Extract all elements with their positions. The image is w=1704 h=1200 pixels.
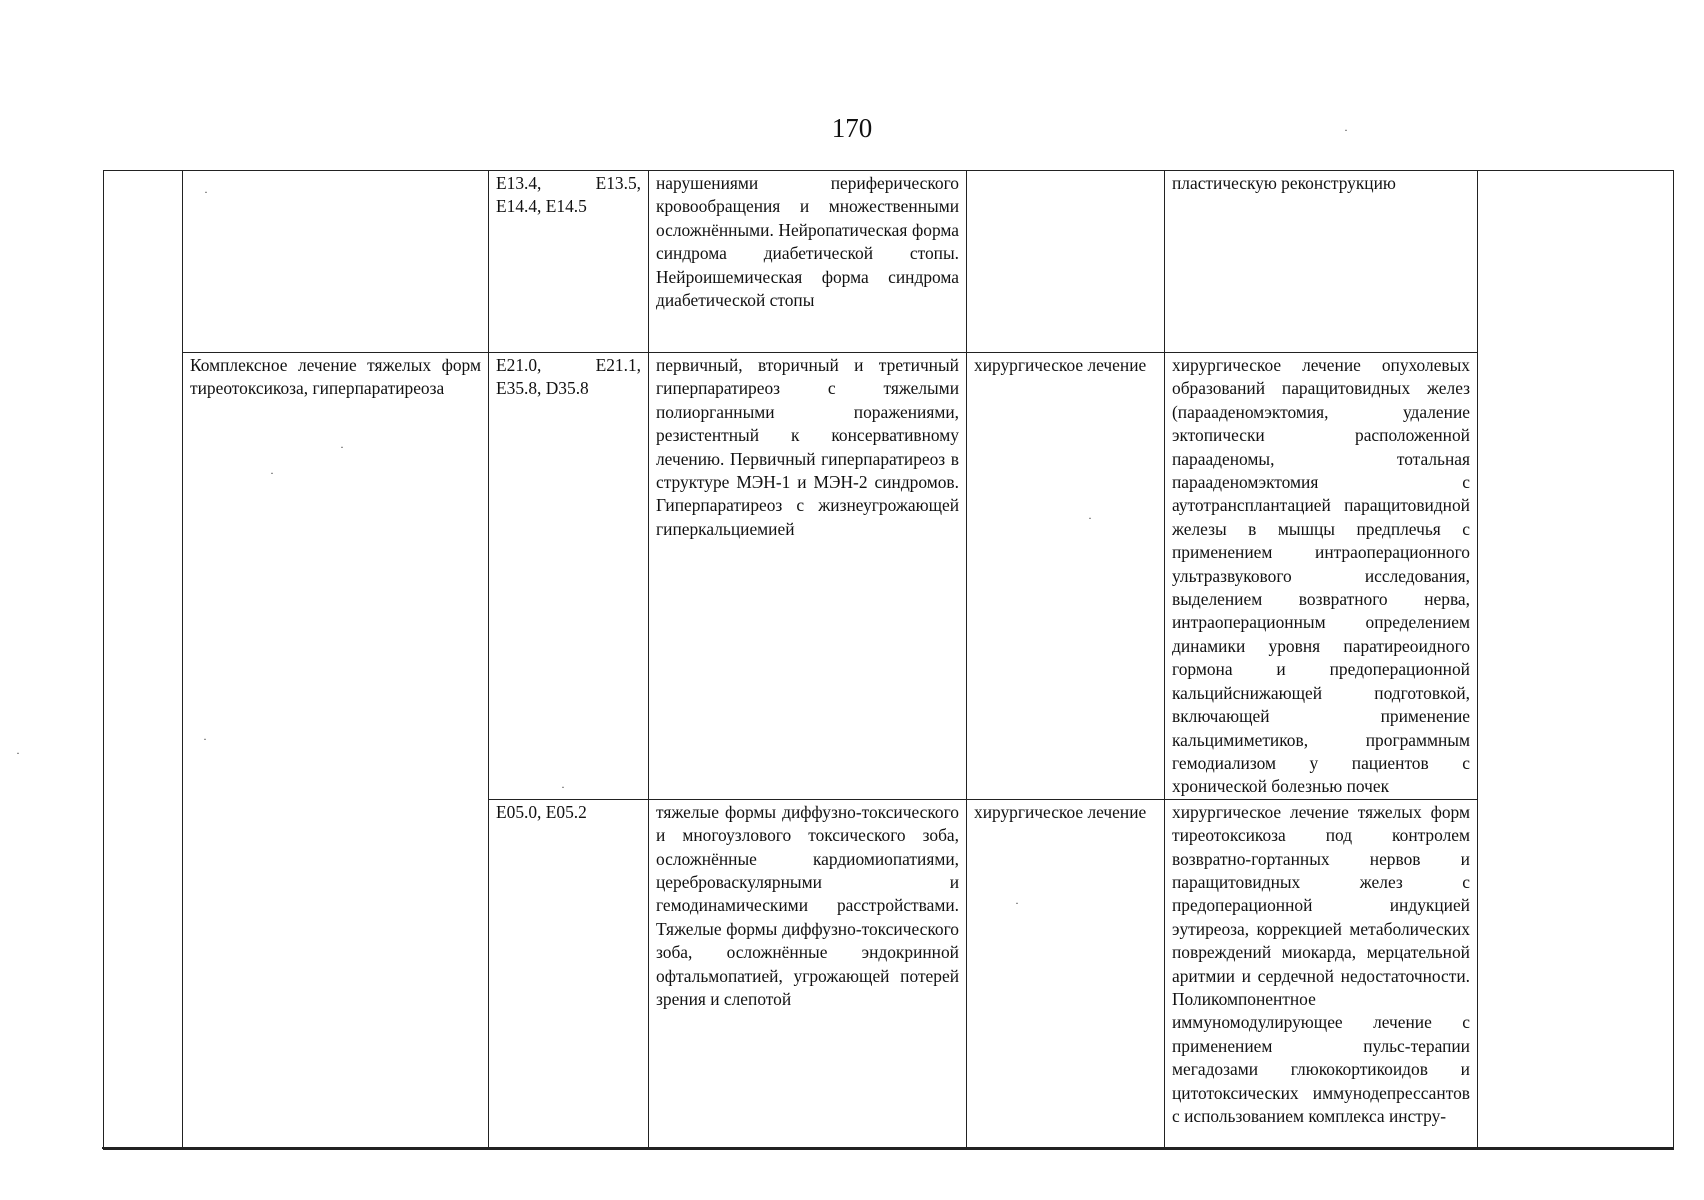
method-cell: хирургическое лечение опухолевых образований паращитовидных желез (парааденомэктомия, удаление эктопически расположенной парааденомы, тотальная парааденомэктомия с аутотрансплантацией паращитовидной железы в мышцы предплечья с применением интраоперационного ультразвукового исследования, выделением возвратного нерва, интраоперационным определением динамики уровня паратиреоидного гормона и предоперационной кальцийснижающей подготовкой, включающей применение кальцимиметиков, программным гемодиализом у пациентов с хронической болезнью почек (1165, 353, 1478, 800)
icd-codes-line (496, 172, 641, 195)
scan-speck: · (561, 780, 565, 794)
treatment-table (103, 170, 1674, 1150)
scan-speck: · (340, 440, 344, 454)
group-cell: Комплексное лечение тяжелых форм тиреотоксикоза, гиперпаратиреоза (183, 353, 489, 1150)
scan-speck: · (1344, 123, 1348, 137)
icd-codes-line: E35.8, D35.8 (496, 378, 589, 399)
group-cell (183, 171, 489, 353)
description-cell: нарушениями периферического кровообращения и множественными осложнёнными. Нейропатическая форма синдрома диабетической стопы. Нейроишемическая форма синдрома диабетической стопы (649, 171, 967, 353)
method-cell: хирургическое лечение тяжелых форм тиреотоксикоза под контролем возвратно-гортанных нервов и паращитовидных желез с предоперационной индукцией эутиреоза, коррекцией метаболических повреждений миокарда, мерцательной аритмии и сердечной недостаточности. Поликомпонентное иммуномодулирующее лечение с применением пульс-терапии мегадозами глюкокортикоидов и цитотоксических иммунодепрессантов с использованием комплекса инстру- (1165, 799, 1478, 1149)
description-cell: тяжелые формы диффузно-токсического и многоузлового токсического зоба, осложнённые кардиомиопатиями, цереброваскулярными и гемодинамическими расстройствами. Тяжелые формы диффузно-токсического зоба, осложнённые эндокринной офтальмопатией, угрожающей потерей зрения и слепотой (649, 799, 967, 1149)
row-number-cell (104, 171, 183, 1150)
icd-codes-line: E14.4, E14.5 (496, 196, 587, 217)
scan-speck: · (1088, 511, 1092, 525)
treatment-type-cell: хирургическое лечение (967, 353, 1165, 800)
icd-codes-cell (489, 353, 649, 800)
scan-speck: · (203, 732, 207, 746)
scan-speck: · (16, 746, 20, 760)
method-cell: пластическую реконструкцию (1165, 171, 1478, 353)
icd-codes-cell: E05.0, E05.2 (489, 799, 649, 1149)
notes-cell (1478, 171, 1674, 1150)
scan-speck: · (270, 466, 274, 480)
icd-code: E13.4, (496, 173, 542, 193)
table-row (104, 171, 1674, 353)
scan-speck: · (1015, 896, 1019, 910)
page-number: 170 (831, 113, 873, 143)
icd-code: E21.0, (496, 355, 542, 375)
table-row (104, 353, 1674, 800)
icd-code: E21.1, (595, 355, 641, 375)
description-cell: первичный, вторичный и третичный гиперпаратиреоз с тяжелыми полиорганными поражениями, резистентный к консервативному лечению. Первичный гиперпаратиреоз в структуре МЭН-1 и МЭН-2 синдромов. Гиперпаратиреоз с жизнеугрожающей гиперкальциемией (649, 353, 967, 800)
treatment-type-cell (967, 171, 1165, 353)
treatment-type-cell: хирургическое лечение (967, 799, 1165, 1149)
scan-speck: · (204, 185, 208, 199)
icd-code: E13.5, (595, 173, 641, 193)
icd-codes-cell (489, 171, 649, 353)
table-bottom-border (102, 1147, 1674, 1149)
icd-codes-line (496, 354, 641, 377)
